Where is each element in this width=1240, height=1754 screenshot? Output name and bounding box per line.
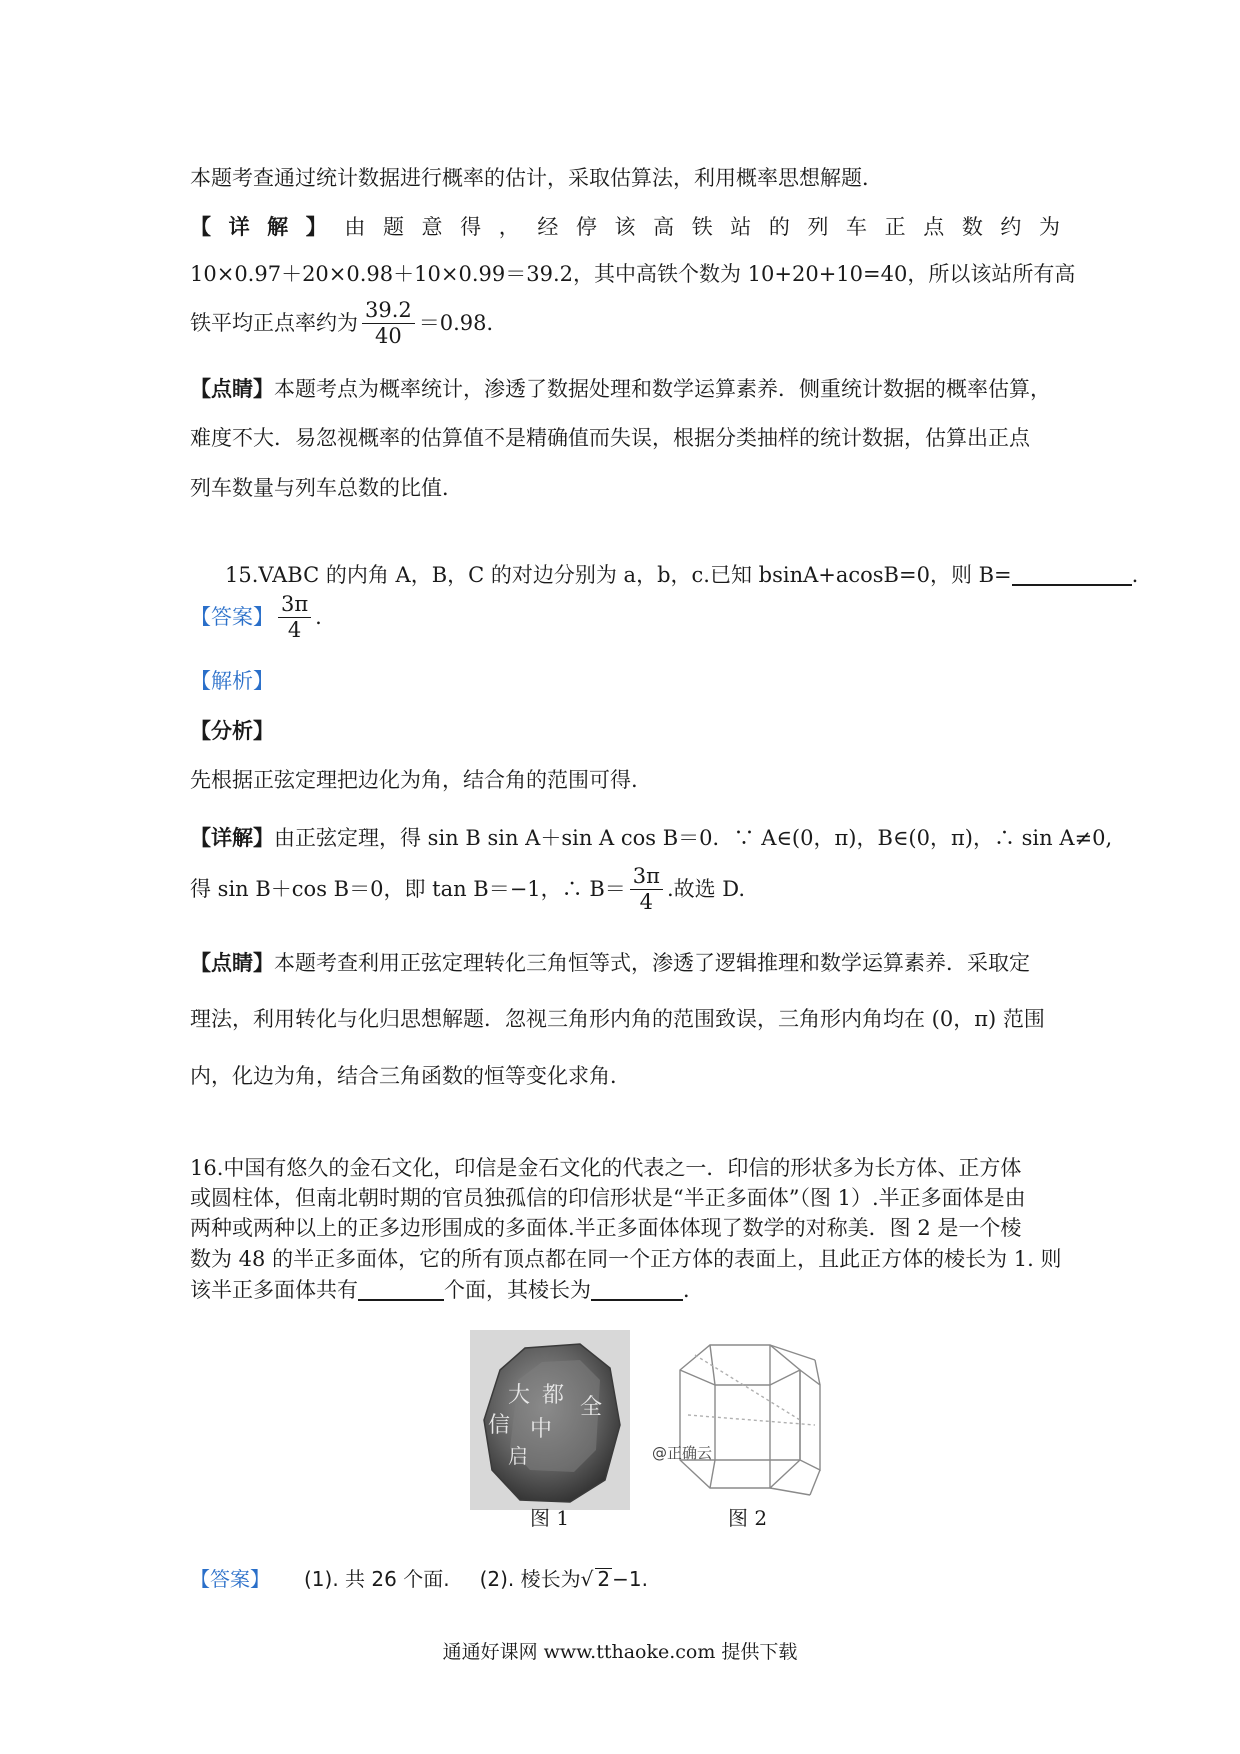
avg-prefix: 铁平均正点率约为 xyxy=(190,311,358,335)
fenxi-label: 【分析】 xyxy=(190,718,274,743)
fenxi-text: 先根据正弦定理把边化为角，结合角的范围可得. xyxy=(190,768,638,792)
p16-line2: 或圆柱体，但南北朝时期的官员独孤信的印信形状是“半正多面体”（图 1）.半正多面体是由 xyxy=(190,1186,1026,1210)
point-label: 【点睛】 xyxy=(190,376,274,401)
detail-denominator: 4 xyxy=(639,890,654,914)
answer-part1: (1). 共 26 个面. xyxy=(304,1567,450,1591)
p14-calc-line xyxy=(190,262,1076,286)
seal-char: 中 xyxy=(530,1417,553,1442)
question-end: . xyxy=(1131,563,1139,587)
fraction xyxy=(362,300,415,347)
detail-text: 由题意得，经停该高铁站的列车正点数约为 xyxy=(344,215,1061,239)
p14-point-line3: 列车数量与列车总数的比值． xyxy=(190,476,463,500)
figure2-caption: 图 2 xyxy=(728,1506,768,1530)
detail-fraction xyxy=(630,866,663,913)
point-label: 【点睛】 xyxy=(190,950,274,975)
p14-summary: 本题考查通过统计数据进行概率的估计，采取估算法，利用概率思想解题． xyxy=(190,166,883,190)
p15-point-line1 xyxy=(190,952,1060,974)
detail-numerator: 3π xyxy=(630,866,663,890)
p16-answer-line xyxy=(190,1568,1060,1589)
detail-prefix: 得 sin B＋cos B＝0，即 tan B＝−1，∴ B＝ xyxy=(190,877,626,901)
calc-after: ，其中高铁个数为 10+20+10=40，所以该站所有高 xyxy=(572,262,1076,286)
p14-detail-line xyxy=(190,216,1060,238)
answer-suffix: . xyxy=(315,605,322,629)
question-text: 15.VABC 的内角 A，B，C 的对边分别为 a，b，c.已知 bsinA+acosB=0，则 B= xyxy=(225,563,1012,587)
sqrt-radicand: 2 xyxy=(597,1567,611,1591)
seal-char: 全 xyxy=(580,1395,603,1420)
p15-point-line2: 理法，利用转化与化归思想解题．忽视三角形内角的范围致误，三角形内角均在 (0，π) 范围 xyxy=(190,1007,1045,1031)
polyhedron-diagram xyxy=(680,1345,820,1495)
edge-blank xyxy=(591,1281,683,1301)
line5-b: 个面，其棱长为 xyxy=(444,1278,591,1302)
answer-fraction xyxy=(278,594,311,641)
p14-average-line xyxy=(190,300,1060,360)
faces-blank xyxy=(358,1281,444,1301)
answer-label: 【答案】 xyxy=(190,605,274,629)
detail-suffix: .故选 D. xyxy=(666,877,746,901)
p15-detail-line1 xyxy=(190,825,1113,850)
p16-line1: 16.中国有悠久的金石文化，印信是金石文化的代表之一．印信的形状多为长方体、正方体 xyxy=(190,1156,1022,1180)
detail-label: 【详解】 xyxy=(190,214,345,239)
answer-part2-suffix: −1. xyxy=(612,1567,648,1591)
watermark-text: @正确云 xyxy=(652,1444,713,1462)
sqrt-symbol: √ xyxy=(580,1567,594,1591)
line5-c: ． xyxy=(683,1278,704,1302)
answer-blank xyxy=(1012,566,1132,586)
answer-denominator: 4 xyxy=(287,618,302,642)
p15-point-line3: 内，化边为角，结合三角函数的恒等变化求角． xyxy=(190,1064,631,1088)
line5-a: 该半正多面体共有 xyxy=(190,1278,358,1302)
p16-line3: 两种或两种以上的正多边形围成的多面体.半正多面体体现了数学的对称美．图 2 是一个棱 xyxy=(190,1216,1022,1240)
detail-label: 【详解】 xyxy=(190,825,274,850)
p15-question xyxy=(225,563,1139,587)
page-footer: 通通好课网 www.tthaoke.com 提供下载 xyxy=(442,1641,798,1663)
detail-text-1: 由正弦定理，得 sin B sin A＋sin A cos B＝0．∵ A∈(0，π)，B∈(0，π)，∴ sin A≠0, xyxy=(274,826,1113,850)
answer-label: 【答案】 xyxy=(190,1567,270,1591)
p16-line5 xyxy=(190,1280,1060,1301)
calc-expression: 10×0.97＋20×0.98＋10×0.99＝39.2 xyxy=(190,262,573,286)
point-text-1: 本题考点为概率统计，渗透了数据处理和数学运算素养．侧重统计数据的概率估算， xyxy=(274,377,1051,401)
point-text-1: 本题考查利用正弦定理转化三角恒等式，渗透了逻辑推理和数学运算素养．采取定 xyxy=(274,951,1030,975)
seal-char: 信 xyxy=(488,1413,511,1438)
seal-char: 大 xyxy=(508,1383,531,1408)
fraction-denominator: 40 xyxy=(375,324,402,348)
figure-area xyxy=(470,1330,870,1530)
figure1-caption: 图 1 xyxy=(530,1506,570,1530)
p14-point-line1 xyxy=(190,378,1060,400)
answer-numerator: 3π xyxy=(278,594,311,618)
seal-char: 启 xyxy=(508,1444,528,1468)
p15-answer-line xyxy=(190,594,1060,654)
p16-line4: 数为 48 的半正多面体，它的所有顶点都在同一个正方体的表面上，且此正方体的棱长为 1. 则 xyxy=(190,1247,1062,1271)
avg-suffix: ＝0.98． xyxy=(418,311,508,335)
analysis-label: 【解析】 xyxy=(190,669,274,693)
p15-detail-line2 xyxy=(190,866,1060,928)
fraction-numerator: 39.2 xyxy=(362,300,415,324)
answer-part2-prefix: (2). 棱长为 xyxy=(479,1567,581,1591)
seal-char: 都 xyxy=(542,1383,565,1408)
p14-point-line2: 难度不大．易忽视概率的估算值不是精确值而失误，根据分类抽样的统计数据，估算出正点 xyxy=(190,426,1030,450)
